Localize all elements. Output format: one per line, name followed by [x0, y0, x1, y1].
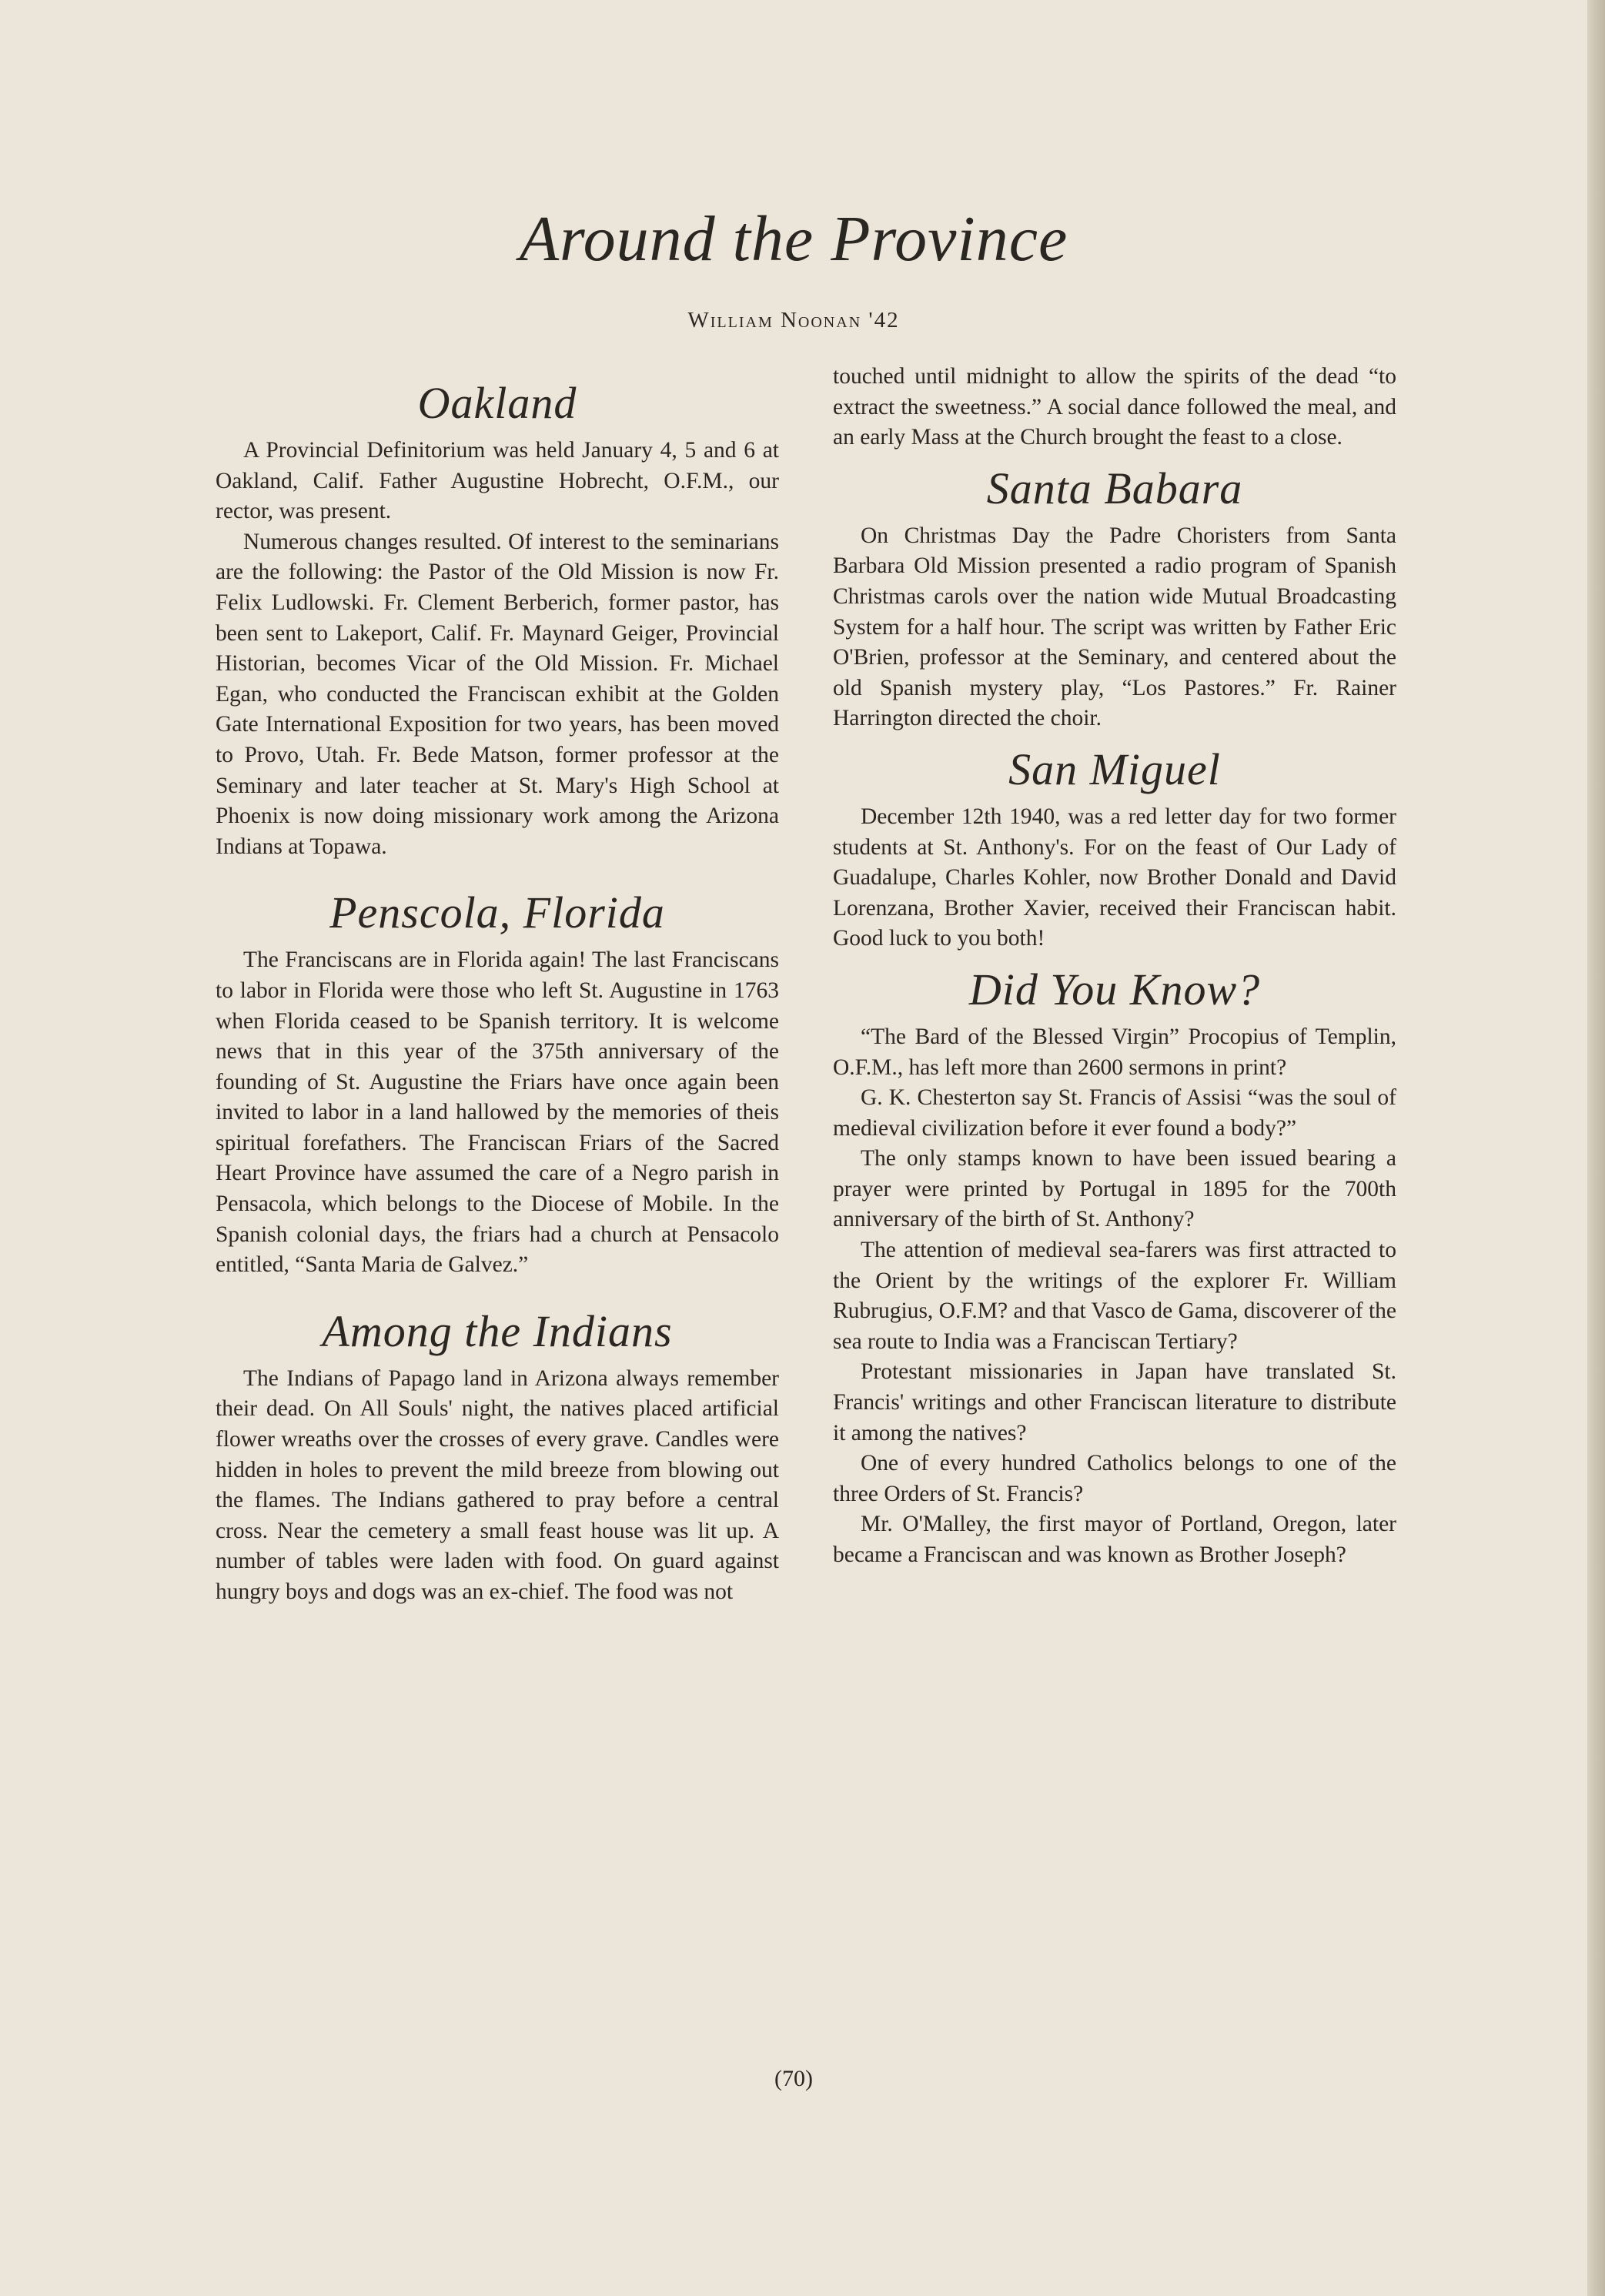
left-column [216, 362, 779, 1608]
author-byline: William Noonan '42 [687, 308, 900, 333]
section-heading-among-the-indians: Among the Indians [322, 1305, 673, 1356]
did-you-know-item: Mr. O'Malley, the first mayor of Portland, Oregon, later became a Franciscan and was known as Brother Joseph? [833, 1512, 1396, 1567]
indians-paragraph-continued: touched until midnight to allow the spirits of the dead “to extract the sweetness.” A social dance followed the meal, and an early Mass at the Church brought the feast to a close. [833, 364, 1396, 450]
section-heading-penscola: Penscola, Florida [329, 887, 665, 938]
san-miguel-paragraph-1: December 12th 1940, was a red letter day for two former students at St. Anthony's. For on the feast of Our Lady of Guadalupe, Charles Kohler, now Brother Donald and David Lorenzana, Brother Xavier, received their Franciscan habit. Good luck to you both! [833, 804, 1396, 951]
did-you-know-item: The only stamps known to have been issued bearing a prayer were printed by Portugal in 1895 for the 700th anniversary of the birth of St. Anthony? [833, 1146, 1396, 1232]
section-heading-san-miguel: San Miguel [1008, 744, 1221, 794]
did-you-know-item: G. K. Chesterton say St. Francis of Assisi “was the soul of medieval civilization before it ever found a body?” [833, 1085, 1396, 1141]
penscola-paragraph-1: The Franciscans are in Florida again! The last Franciscans to labor in Florida were those who left St. Augustine in 1763 when Florida ceased to be Spanish territory. It is welcome news that in this year of the 375th anniversary of the founding of St. Augustine the Friars have once again been invited to labor in a land hallowed by the memories of theis spiritual forefathers. The Franciscan Friars of the Sacred Heart Province have assumed the care of a Negro parish in Pensacola, which belongs to the Diocese of Mobile. In the Spanish colonial days, the friars had a church at Pensacolo entitled, “Santa Maria de Galvez.” [216, 947, 779, 1278]
section-heading-santa-barbara: Santa Babara [986, 463, 1243, 513]
right-column [833, 362, 1396, 1571]
page-title: Around the Province [519, 203, 1068, 275]
did-you-know-item: The attention of medieval sea-farers was first attracted to the Orient by the writings of the explorer Fr. William Rubrugius, O.F.M? and that Vasco de Gama, discoverer of the sea route to India was a Franciscan Tertiary? [833, 1238, 1396, 1354]
section-heading-did-you-know: Did You Know? [968, 964, 1261, 1014]
santa-barbara-paragraph-1: On Christmas Day the Padre Choristers from Santa Barbara Old Mission presented a radio program of Spanish Christmas carols over the nation wide Mutual Broadcasting System for a half hour. The script was written by Father Eric O'Brien, professor at the Seminary, and centered about the old Spanish mystery play, “Los Pastores.” Fr. Rainer Harrington directed the choir. [833, 523, 1396, 731]
oakland-paragraph-1: A Provincial Definitorium was held January 4, 5 and 6 at Oakland, Calif. Father Augustine Hobrecht, O.F.M., our rector, was present. [216, 438, 779, 524]
oakland-paragraph-2: Numerous changes resulted. Of interest to the seminarians are the following: the Pastor of the Old Mission is now Fr. Felix Ludlowski. Fr. Clement Berberich, former pastor, has been sent to Lakeport, Calif. Fr. Maynard Geiger, Provincial Historian, becomes Vicar of the Old Mission. Fr. Michael Egan, who conducted the Franciscan exhibit at the Golden Gate International Exposition for two years, has been moved to Provo, Utah. Fr. Bede Matson, former professor at the Seminary and later teacher at St. Mary's High School at Phoenix is now doing missionary work among the Arizona Indians at Topawa. [216, 529, 779, 859]
section-heading-oakland: Oakland [417, 378, 577, 428]
page-edge-shadow [1587, 0, 1605, 2296]
page-number: (70) [774, 2066, 813, 2091]
did-you-know-item: “The Bard of the Blessed Virgin” Procopius of Templin, O.F.M., has left more than 2600 sermons in print? [833, 1024, 1396, 1080]
did-you-know-item: Protestant missionaries in Japan have translated St. Francis' writings and other Franciscan literature to distribute it among the natives? [833, 1359, 1396, 1445]
indians-paragraph-1: The Indians of Papago land in Arizona always remember their dead. On All Souls' night, the natives placed artificial flower wreaths over the crosses of every grave. Candles were hidden in holes to prevent the mild breeze from blowing out the flames. The Indians gathered to pray before a central cross. Near the cemetery a small feast house was lit up. A number of tables were laden with food. On guard against hungry boys and dogs was an ex-chief. The food was not [216, 1365, 779, 1604]
did-you-know-item: One of every hundred Catholics belongs to one of the three Orders of St. Francis? [833, 1451, 1396, 1506]
